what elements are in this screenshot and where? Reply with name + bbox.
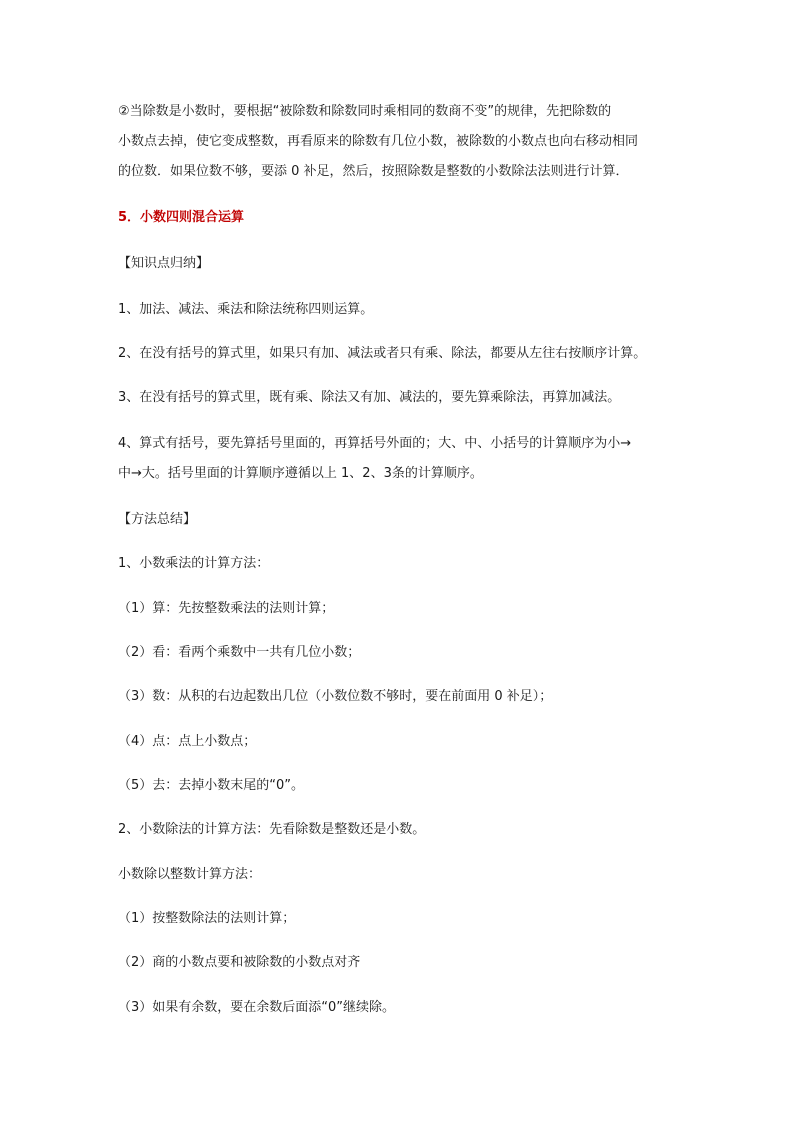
section-heading: 5．小数四则混合运算 (118, 210, 245, 225)
division-step: （1）按整数除法的法则计算； (118, 911, 296, 926)
multiplication-step: （2）看：看两个乘数中一共有几位小数； (118, 645, 361, 660)
multiplication-step: （4）点：点上小数点； (118, 734, 257, 749)
multiplication-title: 1、小数乘法的计算方法： (118, 556, 270, 571)
knowledge-item: 4、算式有括号，要先算括号里面的，再算括号外面的；大、中、小括号的计算顺序为小→ (118, 436, 632, 451)
knowledge-item: 1、加法、减法、乘法和除法统称四则运算。 (118, 302, 374, 317)
paragraph-line: 的位数．如果位数不够，要添 0 补足，然后，按照除数是整数的小数除法法则进行计算． (118, 164, 629, 179)
division-step: （2）商的小数点要和被除数的小数点对齐 (118, 955, 361, 970)
division-step: （3）如果有余数，要在余数后面添“0”继续除。 (118, 1000, 396, 1015)
method-label: 【方法总结】 (118, 512, 197, 527)
multiplication-step: （3）数：从积的右边起数出几位（小数位数不够时，要在前面用 0 补足）； (118, 689, 553, 704)
knowledge-item: 2、在没有括号的算式里，如果只有加、减法或者只有乘、除法，都要从左往右按顺序计算。 (118, 346, 647, 361)
paragraph-line: 小数点去掉，使它变成整数，再看原来的除数有几位小数，被除数的小数点也向右移动相同 (118, 134, 639, 149)
division-title: 2、小数除法的计算方法：先看除数是整数还是小数。 (118, 822, 426, 837)
knowledge-item: 中→大。括号里面的计算顺序遵循以上 1、2、3条的计算顺序。 (118, 466, 483, 481)
division-subtitle: 小数除以整数计算方法： (118, 867, 262, 882)
paragraph-line: ②当除数是小数时，要根据“被除数和除数同时乘相同的数商不变”的规律，先把除数的 (118, 104, 612, 119)
knowledge-item: 3、在没有括号的算式里，既有乘、除法又有加、减法的，要先算乘除法，再算加减法。 (118, 390, 621, 405)
multiplication-step: （5）去：去掉小数末尾的“0”。 (118, 778, 305, 793)
knowledge-label: 【知识点归纳】 (118, 256, 210, 271)
multiplication-step: （1）算：先按整数乘法的法则计算； (118, 601, 335, 616)
